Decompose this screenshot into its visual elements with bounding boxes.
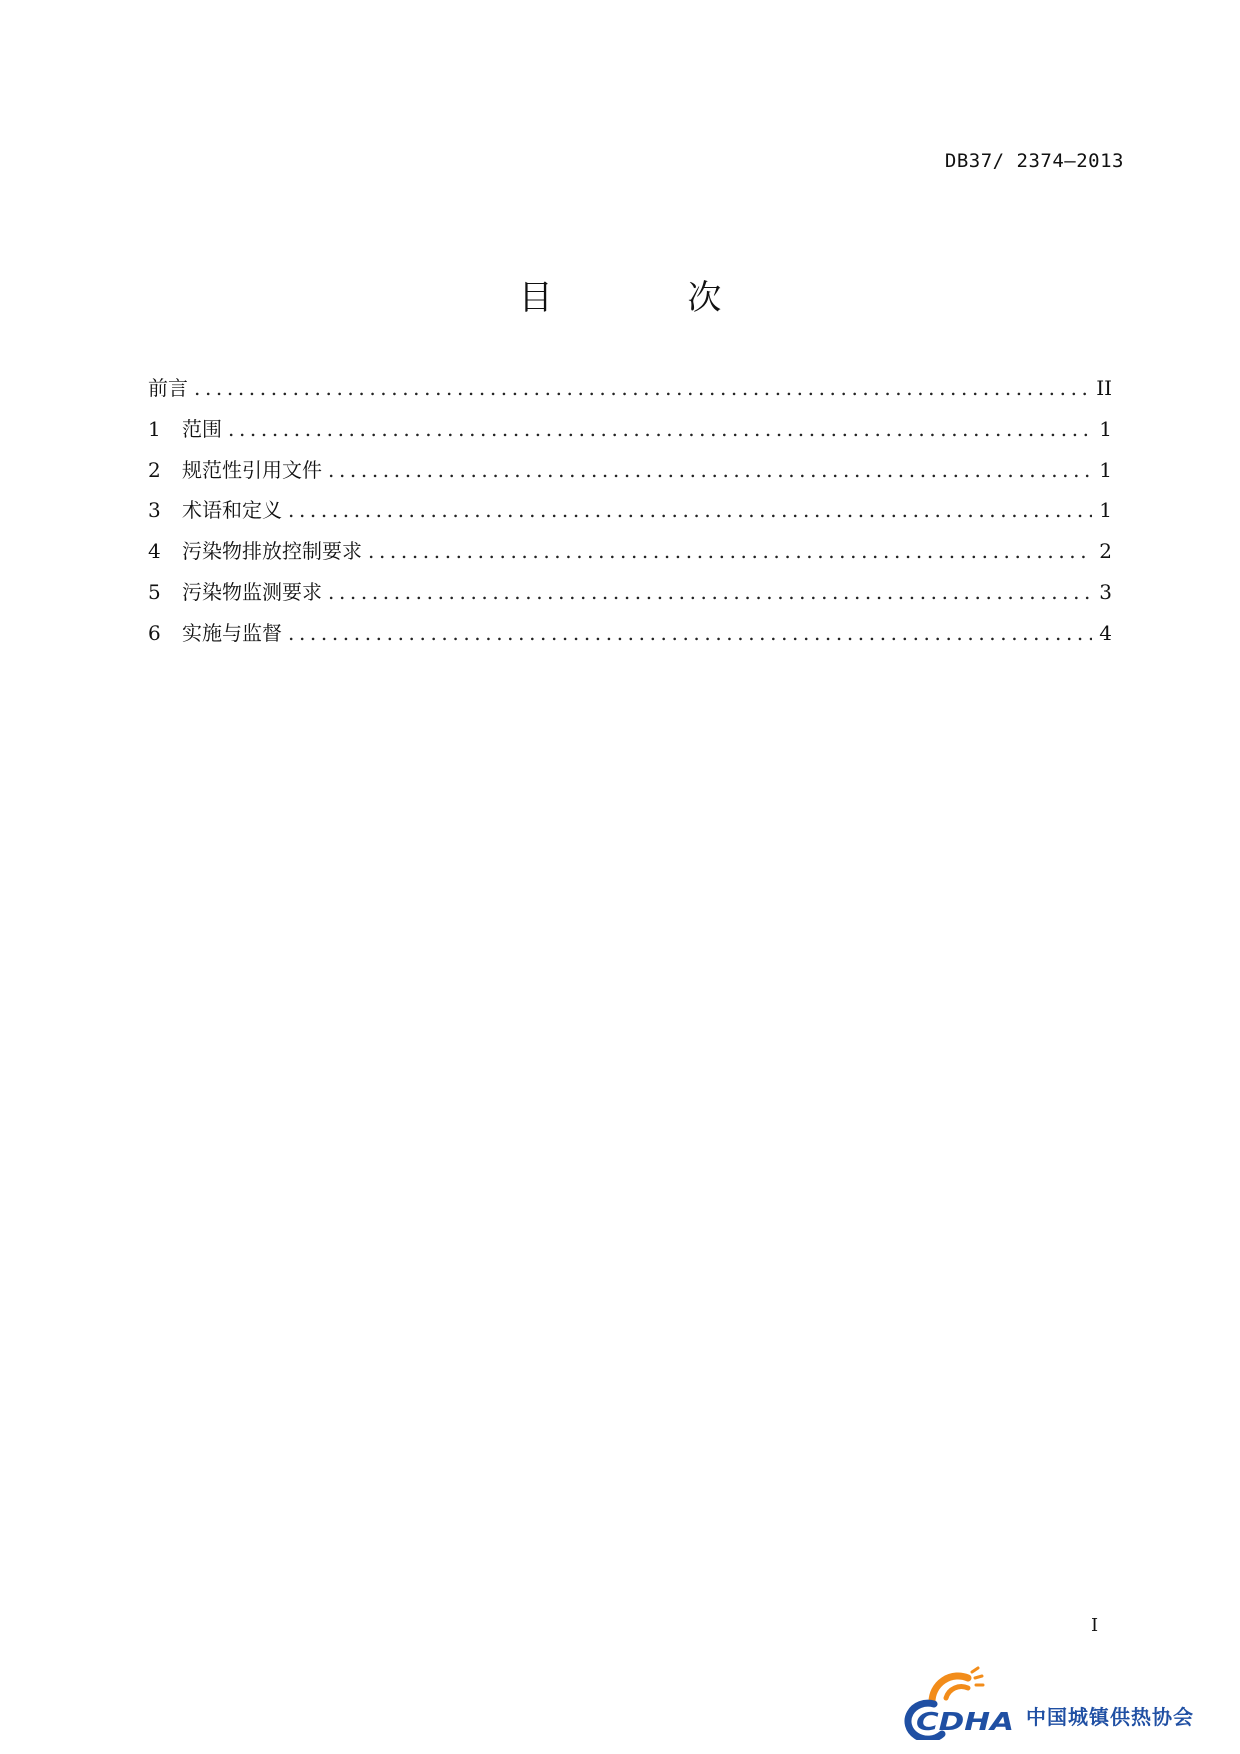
toc-entry-page: 4 <box>1099 620 1112 645</box>
toc-dot-leader <box>288 621 1092 645</box>
toc-entry-scope[interactable] <box>148 413 1112 454</box>
org-name: 中国城镇供热协会 <box>1026 1705 1194 1729</box>
toc-entry-label: 范围 <box>182 416 222 441</box>
toc-entry-emission-control[interactable] <box>148 535 1112 576</box>
toc-entry-number: 6 <box>148 620 161 645</box>
toc-dot-leader <box>194 376 1090 400</box>
toc-entry-normative-references[interactable] <box>148 454 1112 495</box>
toc-dot-leader <box>288 498 1092 522</box>
toc-dot-leader <box>368 539 1092 563</box>
toc-entry-page: 1 <box>1099 457 1112 482</box>
page-number: I <box>1091 1615 1099 1636</box>
toc-entry-implementation[interactable] <box>148 617 1112 658</box>
toc-entry-number: 2 <box>148 457 161 482</box>
table-of-contents <box>148 372 1112 658</box>
toc-entry-label: 前言 <box>148 376 188 400</box>
toc-entry-page: 2 <box>1099 539 1112 564</box>
toc-entry-label: 污染物监测要求 <box>182 579 322 604</box>
toc-entry-number: 4 <box>148 539 161 564</box>
toc-dot-leader <box>328 580 1092 604</box>
toc-entry-page: 1 <box>1099 498 1112 523</box>
toc-entry-monitoring[interactable] <box>148 576 1112 617</box>
toc-entry-page: II <box>1096 376 1112 400</box>
toc-entry-page: 1 <box>1099 416 1112 441</box>
toc-entry-label: 术语和定义 <box>182 498 282 523</box>
toc-entry-label: 实施与监督 <box>182 620 282 645</box>
footer-logo <box>902 1660 1222 1740</box>
toc-entry-number: 3 <box>148 498 161 523</box>
toc-entry-foreword[interactable] <box>148 372 1112 413</box>
toc-title: 目 次 <box>518 278 784 318</box>
logo-text: CDHA <box>916 1707 1014 1736</box>
toc-entry-number: 5 <box>148 579 161 604</box>
toc-entry-terms-definitions[interactable] <box>148 494 1112 535</box>
toc-entry-page: 3 <box>1099 579 1112 604</box>
toc-dot-leader <box>228 417 1092 441</box>
toc-entry-label: 污染物排放控制要求 <box>182 539 362 564</box>
toc-entry-label: 规范性引用文件 <box>182 457 322 482</box>
toc-entry-number: 1 <box>148 416 161 441</box>
standard-code: DB37/ 2374—2013 <box>944 150 1124 172</box>
cdha-logo-icon <box>902 1664 1018 1740</box>
toc-dot-leader <box>328 458 1092 482</box>
